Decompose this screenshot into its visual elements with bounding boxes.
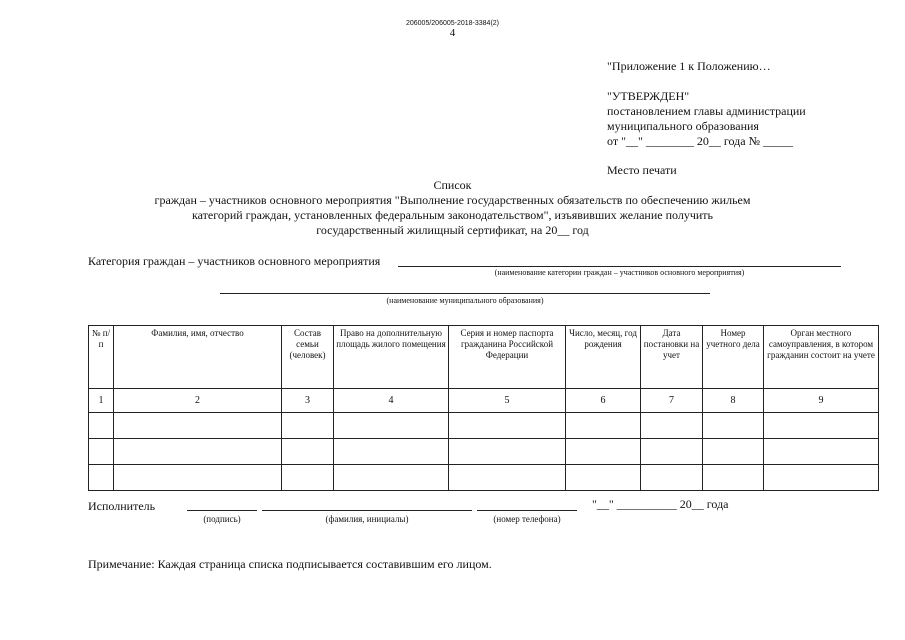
municipality-caption: (наименование муниципального образования) xyxy=(386,296,544,305)
column-number: 9 xyxy=(764,389,879,413)
table-header-row xyxy=(89,326,879,389)
signature-line xyxy=(187,510,257,511)
doc-title-line1: граждан – участников основного мероприятия "Выполнение государственных обязательств по обеспечению жильем xyxy=(154,193,751,207)
column-number: 1 xyxy=(89,389,114,413)
table-row xyxy=(89,439,879,465)
header-cell: Фамилия, имя, отчество xyxy=(114,326,282,389)
header-cell: Орган местного самоуправления, в котором гражданин состоит на учете xyxy=(764,326,879,389)
header-cell: № п/п xyxy=(89,326,114,389)
phone-caption: (номер телефона) xyxy=(493,514,561,524)
municipality-fill-line xyxy=(220,293,710,294)
footnote: Примечание: Каждая страница списка подписывается составившим его лицом. xyxy=(88,557,492,571)
signature-caption: (подпись) xyxy=(203,514,241,524)
table-row xyxy=(89,413,879,439)
table-row xyxy=(89,465,879,491)
name-caption: (фамилия, инициалы) xyxy=(325,514,409,524)
column-number: 7 xyxy=(641,389,703,413)
header-cell: Серия и номер паспорта гражданина Российской Федерации xyxy=(449,326,566,389)
signature-date: "__" __________ 20__ года xyxy=(592,497,729,511)
header-cell: Число, месяц, год рождения xyxy=(566,326,641,389)
column-number: 8 xyxy=(703,389,764,413)
doc-title-line3: государственный жилищный сертификат, на 20__ год xyxy=(316,223,589,237)
approved-by-line2: муниципального образования xyxy=(607,119,759,133)
doc-title: Список xyxy=(433,178,472,192)
header-cell: Право на дополнительную площадь жилого помещения xyxy=(334,326,449,389)
header-cell: Состав семьи (человек) xyxy=(282,326,334,389)
appendix-reference: "Приложение 1 к Положению… xyxy=(607,59,771,73)
column-number: 2 xyxy=(114,389,282,413)
name-line xyxy=(262,510,472,511)
category-label: Категория граждан – участников основного мероприятия xyxy=(88,254,381,268)
header-cell: Дата постановки на учет xyxy=(641,326,703,389)
column-number: 3 xyxy=(282,389,334,413)
column-number: 6 xyxy=(566,389,641,413)
document-id: 206005/206005-2018-3384(2) xyxy=(405,20,500,27)
approval-date-line: от "__" ________ 20__ года № _____ xyxy=(607,134,794,148)
phone-line xyxy=(477,510,577,511)
seal-place: Место печати xyxy=(607,163,677,177)
executor-label: Исполнитель xyxy=(88,499,156,513)
approved-by-line1: постановлением главы администрации xyxy=(607,104,806,118)
category-fill-line xyxy=(398,266,841,267)
column-number-row xyxy=(89,389,879,413)
category-caption: (наименование категории граждан – участников основного мероприятия) xyxy=(494,268,745,277)
citizens-table xyxy=(88,325,879,491)
header-cell: Номер учетного дела xyxy=(703,326,764,389)
approved-stamp: "УТВЕРЖДЕН" xyxy=(607,89,690,103)
page-number: 4 xyxy=(449,27,456,39)
column-number: 5 xyxy=(449,389,566,413)
column-number: 4 xyxy=(334,389,449,413)
doc-title-line2: категорий граждан, установленных федеральным законодательством", изъявивших желание получить xyxy=(191,208,714,222)
